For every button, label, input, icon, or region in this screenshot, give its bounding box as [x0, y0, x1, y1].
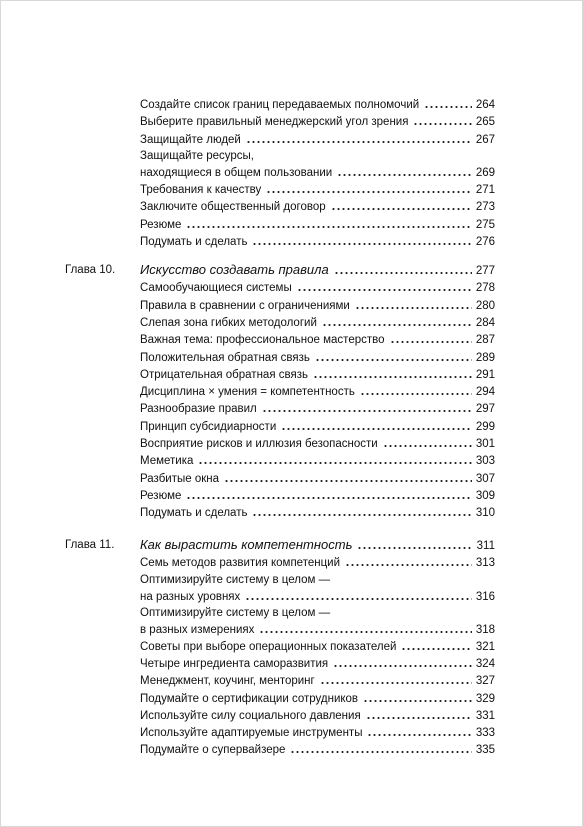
page-number: 287	[475, 334, 495, 347]
toc-entry[interactable]	[140, 96, 495, 113]
dot-leader	[186, 487, 471, 499]
dot-leader	[281, 418, 472, 430]
entry-title: Важная тема: профессиональное мастерство	[140, 334, 385, 347]
dot-leader	[315, 349, 472, 361]
toc-line	[140, 672, 495, 689]
page-number: 327	[475, 675, 495, 688]
entry-title: Дисциплина × умения = компетентность	[140, 386, 355, 399]
dot-leader	[367, 724, 471, 736]
dot-leader	[320, 672, 472, 684]
toc-entry[interactable]	[140, 418, 495, 435]
toc-entry[interactable]	[140, 349, 495, 366]
toc-entry[interactable]	[140, 366, 495, 383]
toc-line	[140, 297, 495, 314]
toc-entry[interactable]	[140, 724, 495, 741]
page-number: 329	[475, 692, 495, 705]
entry-title: Подумайте о супервайзере	[140, 744, 286, 757]
toc-entry[interactable]	[140, 279, 495, 296]
toc-entry[interactable]	[140, 400, 495, 417]
entry-title: Требования к качеству	[140, 183, 262, 196]
page-number: 309	[475, 489, 495, 502]
dot-leader	[186, 216, 471, 228]
chapter-title: Искусство создавать правила	[140, 262, 329, 277]
chapter-label: Глава 10.	[65, 264, 116, 276]
entry-title-line1: Защищайте ресурсы,	[140, 149, 255, 162]
dot-leader	[246, 131, 472, 143]
dot-leader	[357, 537, 472, 549]
toc-line	[140, 741, 495, 758]
entry-title-line1: Оптимизируйте систему в целом —	[140, 606, 331, 619]
page-number: 299	[475, 420, 495, 433]
toc-entry[interactable]	[140, 605, 495, 638]
dot-leader	[334, 262, 472, 274]
toc-line	[140, 400, 495, 417]
chapter-heading[interactable]	[140, 262, 495, 279]
entry-title: Подумайте о сертификации сотрудников	[140, 692, 359, 705]
entry-title: Советы при выборе операционных показателей	[140, 640, 397, 653]
toc-line	[140, 314, 495, 331]
entry-title: Резюме	[140, 218, 182, 231]
page-number: 271	[475, 183, 495, 196]
entry-title: Используйте силу социального давления	[140, 709, 361, 722]
page-number: 333	[475, 727, 495, 740]
entry-title: Менеджмент, коучинг, менторинг	[140, 675, 315, 688]
toc-entry[interactable]	[140, 554, 495, 571]
page-number: 321	[475, 640, 495, 653]
page-number: 301	[475, 438, 495, 450]
dot-leader	[333, 655, 472, 667]
toc-entry[interactable]	[140, 504, 495, 521]
dot-leader	[401, 638, 471, 650]
dot-leader	[424, 96, 472, 108]
toc-line	[140, 621, 495, 638]
entry-title: Правила в сравнении с ограничениями	[140, 299, 350, 312]
entry-title: Подумать и сделать	[140, 235, 248, 248]
page-number: 307	[475, 472, 495, 485]
toc-line	[140, 588, 495, 605]
toc-line	[140, 181, 495, 198]
page-number: 278	[475, 282, 495, 295]
toc-entry[interactable]	[140, 233, 495, 250]
toc-line	[140, 452, 495, 469]
toc-line	[140, 198, 495, 215]
toc-entry[interactable]	[140, 148, 495, 181]
dot-leader	[313, 366, 472, 378]
page-number: 284	[475, 316, 495, 329]
toc-line	[140, 504, 495, 521]
dot-leader	[322, 314, 472, 326]
toc-line	[140, 96, 495, 113]
toc-entry[interactable]	[140, 470, 495, 487]
entry-title: Положительная обратная связь	[140, 351, 310, 364]
page-number: 267	[475, 133, 495, 146]
toc-entry[interactable]	[140, 487, 495, 504]
toc-entry[interactable]	[140, 690, 495, 707]
entry-title-line2: в разных измерениях	[140, 623, 255, 636]
entry-title: Подумать и сделать	[140, 507, 248, 520]
dot-leader	[259, 621, 471, 633]
page-number: 311	[476, 540, 495, 552]
page-number: 289	[475, 351, 495, 364]
toc-entry[interactable]	[140, 331, 495, 348]
dot-leader	[252, 504, 471, 516]
entry-title: Самообучающиеся системы	[140, 282, 292, 295]
dot-leader	[337, 164, 472, 176]
toc-line	[140, 690, 495, 707]
entry-title: Семь методов развития компетенций	[140, 557, 341, 570]
toc-line	[140, 216, 495, 233]
dot-leader	[360, 383, 472, 395]
toc-line	[140, 113, 495, 130]
page-number: 291	[475, 368, 495, 381]
dot-leader	[290, 741, 471, 753]
page-number: 324	[475, 657, 495, 670]
dot-leader	[383, 435, 472, 447]
toc-entry[interactable]	[140, 435, 495, 452]
dot-leader	[266, 181, 472, 193]
dot-leader	[413, 113, 471, 125]
toc-entry[interactable]	[140, 314, 495, 331]
entry-title: Меметика	[140, 455, 194, 468]
entry-title: Четыре ингредиента саморазвития	[140, 657, 329, 670]
dot-leader	[198, 452, 471, 464]
toc-entry[interactable]	[140, 181, 495, 198]
toc-line	[140, 435, 495, 452]
entry-title: Разнообразие правил	[140, 403, 257, 416]
dot-leader	[345, 554, 472, 566]
entry-title-line1: Оптимизируйте систему в целом —	[140, 573, 331, 586]
toc-line	[140, 331, 495, 348]
toc-line	[140, 554, 495, 571]
toc-line	[140, 537, 495, 554]
toc-line	[140, 262, 495, 279]
toc-line	[140, 418, 495, 435]
entry-title: Слепая зона гибких методологий	[140, 316, 317, 329]
dot-leader	[262, 400, 472, 412]
toc-line	[140, 707, 495, 724]
toc-line	[140, 638, 495, 655]
toc-entry[interactable]	[140, 297, 495, 314]
toc-line	[140, 366, 495, 383]
entry-title: Защищайте людей	[140, 133, 241, 146]
page-number: 331	[475, 709, 495, 722]
page-number: 297	[475, 403, 495, 416]
toc-entry[interactable]	[140, 113, 495, 130]
dot-leader	[297, 279, 472, 291]
page-number: 273	[475, 201, 495, 214]
entry-title: Восприятие рисков и иллюзия безопасности	[140, 438, 378, 450]
page-number: 335	[475, 744, 495, 757]
toc-line	[140, 655, 495, 672]
toc-line	[140, 164, 495, 181]
toc-line	[140, 233, 495, 250]
dot-leader	[245, 588, 472, 600]
toc-entry[interactable]	[140, 655, 495, 672]
dot-leader	[390, 331, 472, 343]
dot-leader	[366, 707, 472, 719]
entry-title: Отрицательная обратная связь	[140, 368, 308, 381]
entry-title: Используйте адаптируемые инструменты	[140, 727, 363, 740]
chapter-title: Как вырастить компетентность	[140, 537, 353, 552]
page-number: 318	[475, 623, 495, 636]
toc-entry[interactable]	[140, 198, 495, 215]
page-number: 264	[475, 99, 495, 111]
toc-entry[interactable]	[140, 452, 495, 469]
page-number: 316	[475, 590, 495, 603]
page-number: 269	[475, 166, 495, 179]
toc-line	[140, 279, 495, 296]
page-number: 265	[475, 116, 495, 129]
entry-title: Разбитые окна	[140, 472, 220, 485]
toc-line	[140, 487, 495, 504]
entry-title: Принцип субсидиарности	[140, 420, 277, 433]
toc-entry[interactable]	[140, 131, 495, 148]
toc-entry[interactable]	[140, 638, 495, 655]
page-number: 294	[475, 386, 495, 399]
toc-line	[140, 724, 495, 741]
toc-line	[140, 131, 495, 148]
toc-line	[140, 349, 495, 366]
toc-entry[interactable]	[140, 707, 495, 724]
chapter-heading[interactable]	[140, 537, 495, 554]
entry-title-line2: находящиеся в общем пользовании	[140, 166, 333, 179]
toc-line	[140, 470, 495, 487]
entry-title: Резюме	[140, 489, 182, 502]
page-number: 275	[475, 218, 495, 231]
entry-title: Заключите общественный договор	[140, 201, 326, 214]
entry-title-line2: на разных уровнях	[140, 590, 241, 603]
page-number: 280	[475, 299, 495, 312]
page-number: 276	[475, 235, 495, 248]
entry-title: Создайте список границ передаваемых полномочий	[140, 99, 420, 111]
page-number: 310	[475, 507, 495, 520]
chapter-label: Глава 11.	[65, 539, 115, 551]
dot-leader	[252, 233, 471, 245]
page-number: 313	[475, 557, 495, 570]
dot-leader	[331, 198, 472, 210]
toc-entry[interactable]	[140, 741, 495, 758]
toc-line	[140, 383, 495, 400]
dot-leader	[355, 297, 472, 309]
toc-entry[interactable]	[140, 572, 495, 605]
toc-entry[interactable]	[140, 383, 495, 400]
entry-title: Выберите правильный менеджерский угол зрения	[140, 116, 409, 129]
dot-leader	[224, 470, 472, 482]
dot-leader	[363, 690, 472, 702]
toc-entry[interactable]	[140, 216, 495, 233]
page-number: 303	[475, 455, 495, 468]
toc-entry[interactable]	[140, 672, 495, 689]
page-number: 277	[475, 265, 495, 277]
